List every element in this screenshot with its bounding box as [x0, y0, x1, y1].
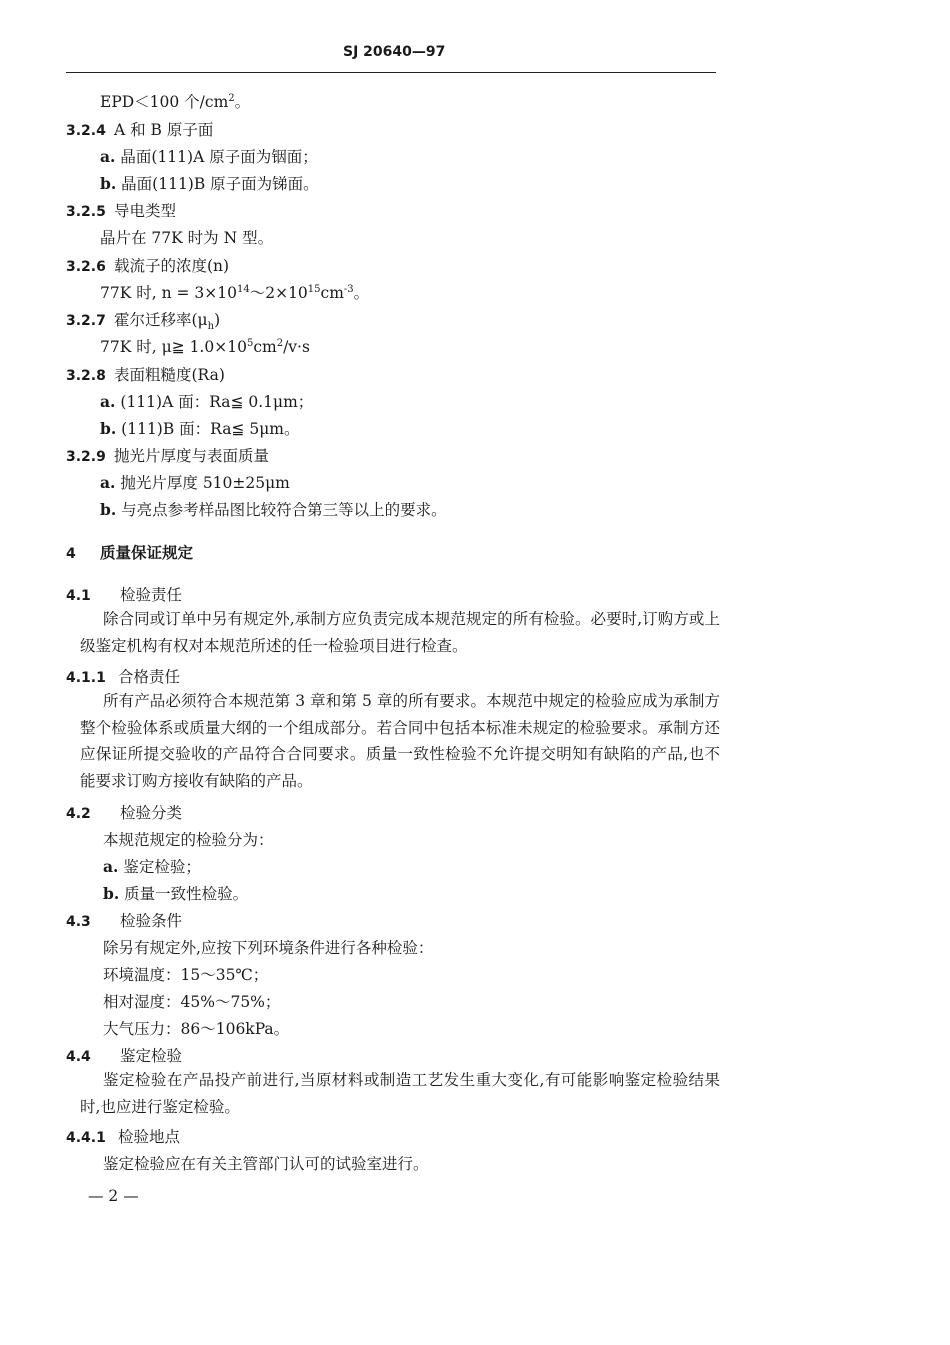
section-body: 本规范规定的检验分为： [103, 831, 274, 849]
page-number: — 2 — [88, 1187, 139, 1205]
section-4-3 [66, 911, 182, 932]
section-body: 除另有规定外,应按下列环境条件进行各种检验： [103, 939, 434, 957]
section-number: 4.4 [66, 1049, 91, 1065]
section-number: 4.2 [66, 806, 91, 822]
section-4-1-body: 除合同或订单中另有规定外,承制方应负责完成本规范规定的所有检验。必要时,订购方或上级鉴定机构有权对本规范所述的任一检验项目进行检查。 [80, 610, 720, 655]
section-number: 3.2.8 [66, 368, 106, 384]
section-title: 检验责任 [120, 586, 183, 604]
section-4-4 [66, 1046, 182, 1067]
section-title: 抛光片厚度与表面质量 [114, 447, 270, 465]
section-4-1-1-body: 所有产品必须符合本规范第 3 章和第 5 章的所有要求。本规范中规定的检验应成为承制方整个检验体系或质量大纲的一个组成部分。若合同中包括本标准未规定的检验要求。承制方还应保证所提交验收的产品符合合同要求。质量一致性检验不允许提交明知有缺陷的产品,也不能要求订购方接收有缺陷的产品。 [80, 692, 720, 790]
list-item: a. (111)A 面：Ra≦ 0.1μm； [100, 392, 314, 411]
section-4-1 [66, 585, 182, 606]
section-title: 合格责任 [118, 668, 181, 686]
section-4-2 [66, 803, 182, 824]
list-item: a. 晶面(111)A 原子面为铟面； [100, 147, 318, 166]
section-number: 3.2.5 [66, 204, 106, 220]
section-3-2-7 [66, 310, 220, 331]
condition-pressure: 大气压力：86～106kPa。 [103, 1020, 290, 1038]
section-number: 3.2.7 [66, 313, 106, 329]
section-4-4-1 [66, 1127, 180, 1148]
section-4-4-body: 鉴定检验在产品投产前进行,当原材料或制造工艺发生重大变化,有可能影响鉴定检验结果时,也应进行鉴定检验。 [80, 1071, 720, 1116]
section-title: 检验地点 [118, 1128, 181, 1146]
chapter-4-heading [66, 543, 193, 564]
section-title: A 和 B 原子面 [114, 121, 214, 139]
section-number: 3.2.6 [66, 259, 106, 275]
list-item: a. 抛光片厚度 510±25μm [100, 473, 290, 492]
section-number: 4.3 [66, 914, 91, 930]
list-item: b. 与亮点参考样品图比较符合第三等以上的要求。 [100, 500, 447, 519]
section-number: 4.4.1 [66, 1130, 106, 1146]
section-number: 4.1 [66, 588, 91, 604]
condition-humidity: 相对湿度：45%～75%； [103, 993, 281, 1011]
condition-temperature: 环境温度：15～35℃； [103, 966, 269, 984]
section-title: 载流子的浓度(n) [114, 257, 230, 275]
list-item: b. 质量一致性检验。 [103, 884, 249, 903]
section-title: 检验分类 [120, 804, 183, 822]
section-3-2-4 [66, 120, 213, 141]
header-rule [66, 72, 716, 73]
section-title: 导电类型 [114, 202, 177, 220]
section-number: 3.2.4 [66, 123, 106, 139]
list-item: a. 鉴定检验； [103, 857, 201, 876]
list-item: b. 晶面(111)B 原子面为锑面。 [100, 174, 319, 193]
section-title: 霍尔迁移率$(\mu_h)$ [114, 311, 221, 333]
section-3-2-6 [66, 256, 229, 277]
section-number: 4.1.1 [66, 670, 106, 686]
section-title: 鉴定检验 [120, 1047, 183, 1065]
document-id: SJ 20640—97 [343, 44, 446, 60]
section-body: 晶片在 77K 时为 N 型。 [100, 229, 274, 247]
hall-mobility-value: 77K 时, μ≧ $1.0\times 10^5cm^2/v\cdot s$ [100, 337, 310, 356]
section-title: 检验条件 [120, 912, 183, 930]
section-3-2-5 [66, 201, 176, 222]
epd-line: EPD＜100 个$/cm^2$。 [100, 92, 251, 111]
section-3-2-8 [66, 365, 225, 386]
section-title: 表面粗糙度(Ra) [114, 366, 225, 384]
section-number: 4 [66, 546, 76, 562]
carrier-concentration-value: 77K 时, $n = 3\times 10^{14}\sim 2\times 10^{15}cm^{-3}$。 [100, 283, 370, 302]
list-item: b. (111)B 面：Ra≦ 5μm。 [100, 419, 300, 438]
section-4-1-1 [66, 667, 180, 688]
section-body: 鉴定检验应在有关主管部门认可的试验室进行。 [103, 1155, 429, 1173]
section-title: 质量保证规定 [100, 543, 194, 562]
section-number: 3.2.9 [66, 449, 106, 465]
section-3-2-9 [66, 446, 269, 467]
